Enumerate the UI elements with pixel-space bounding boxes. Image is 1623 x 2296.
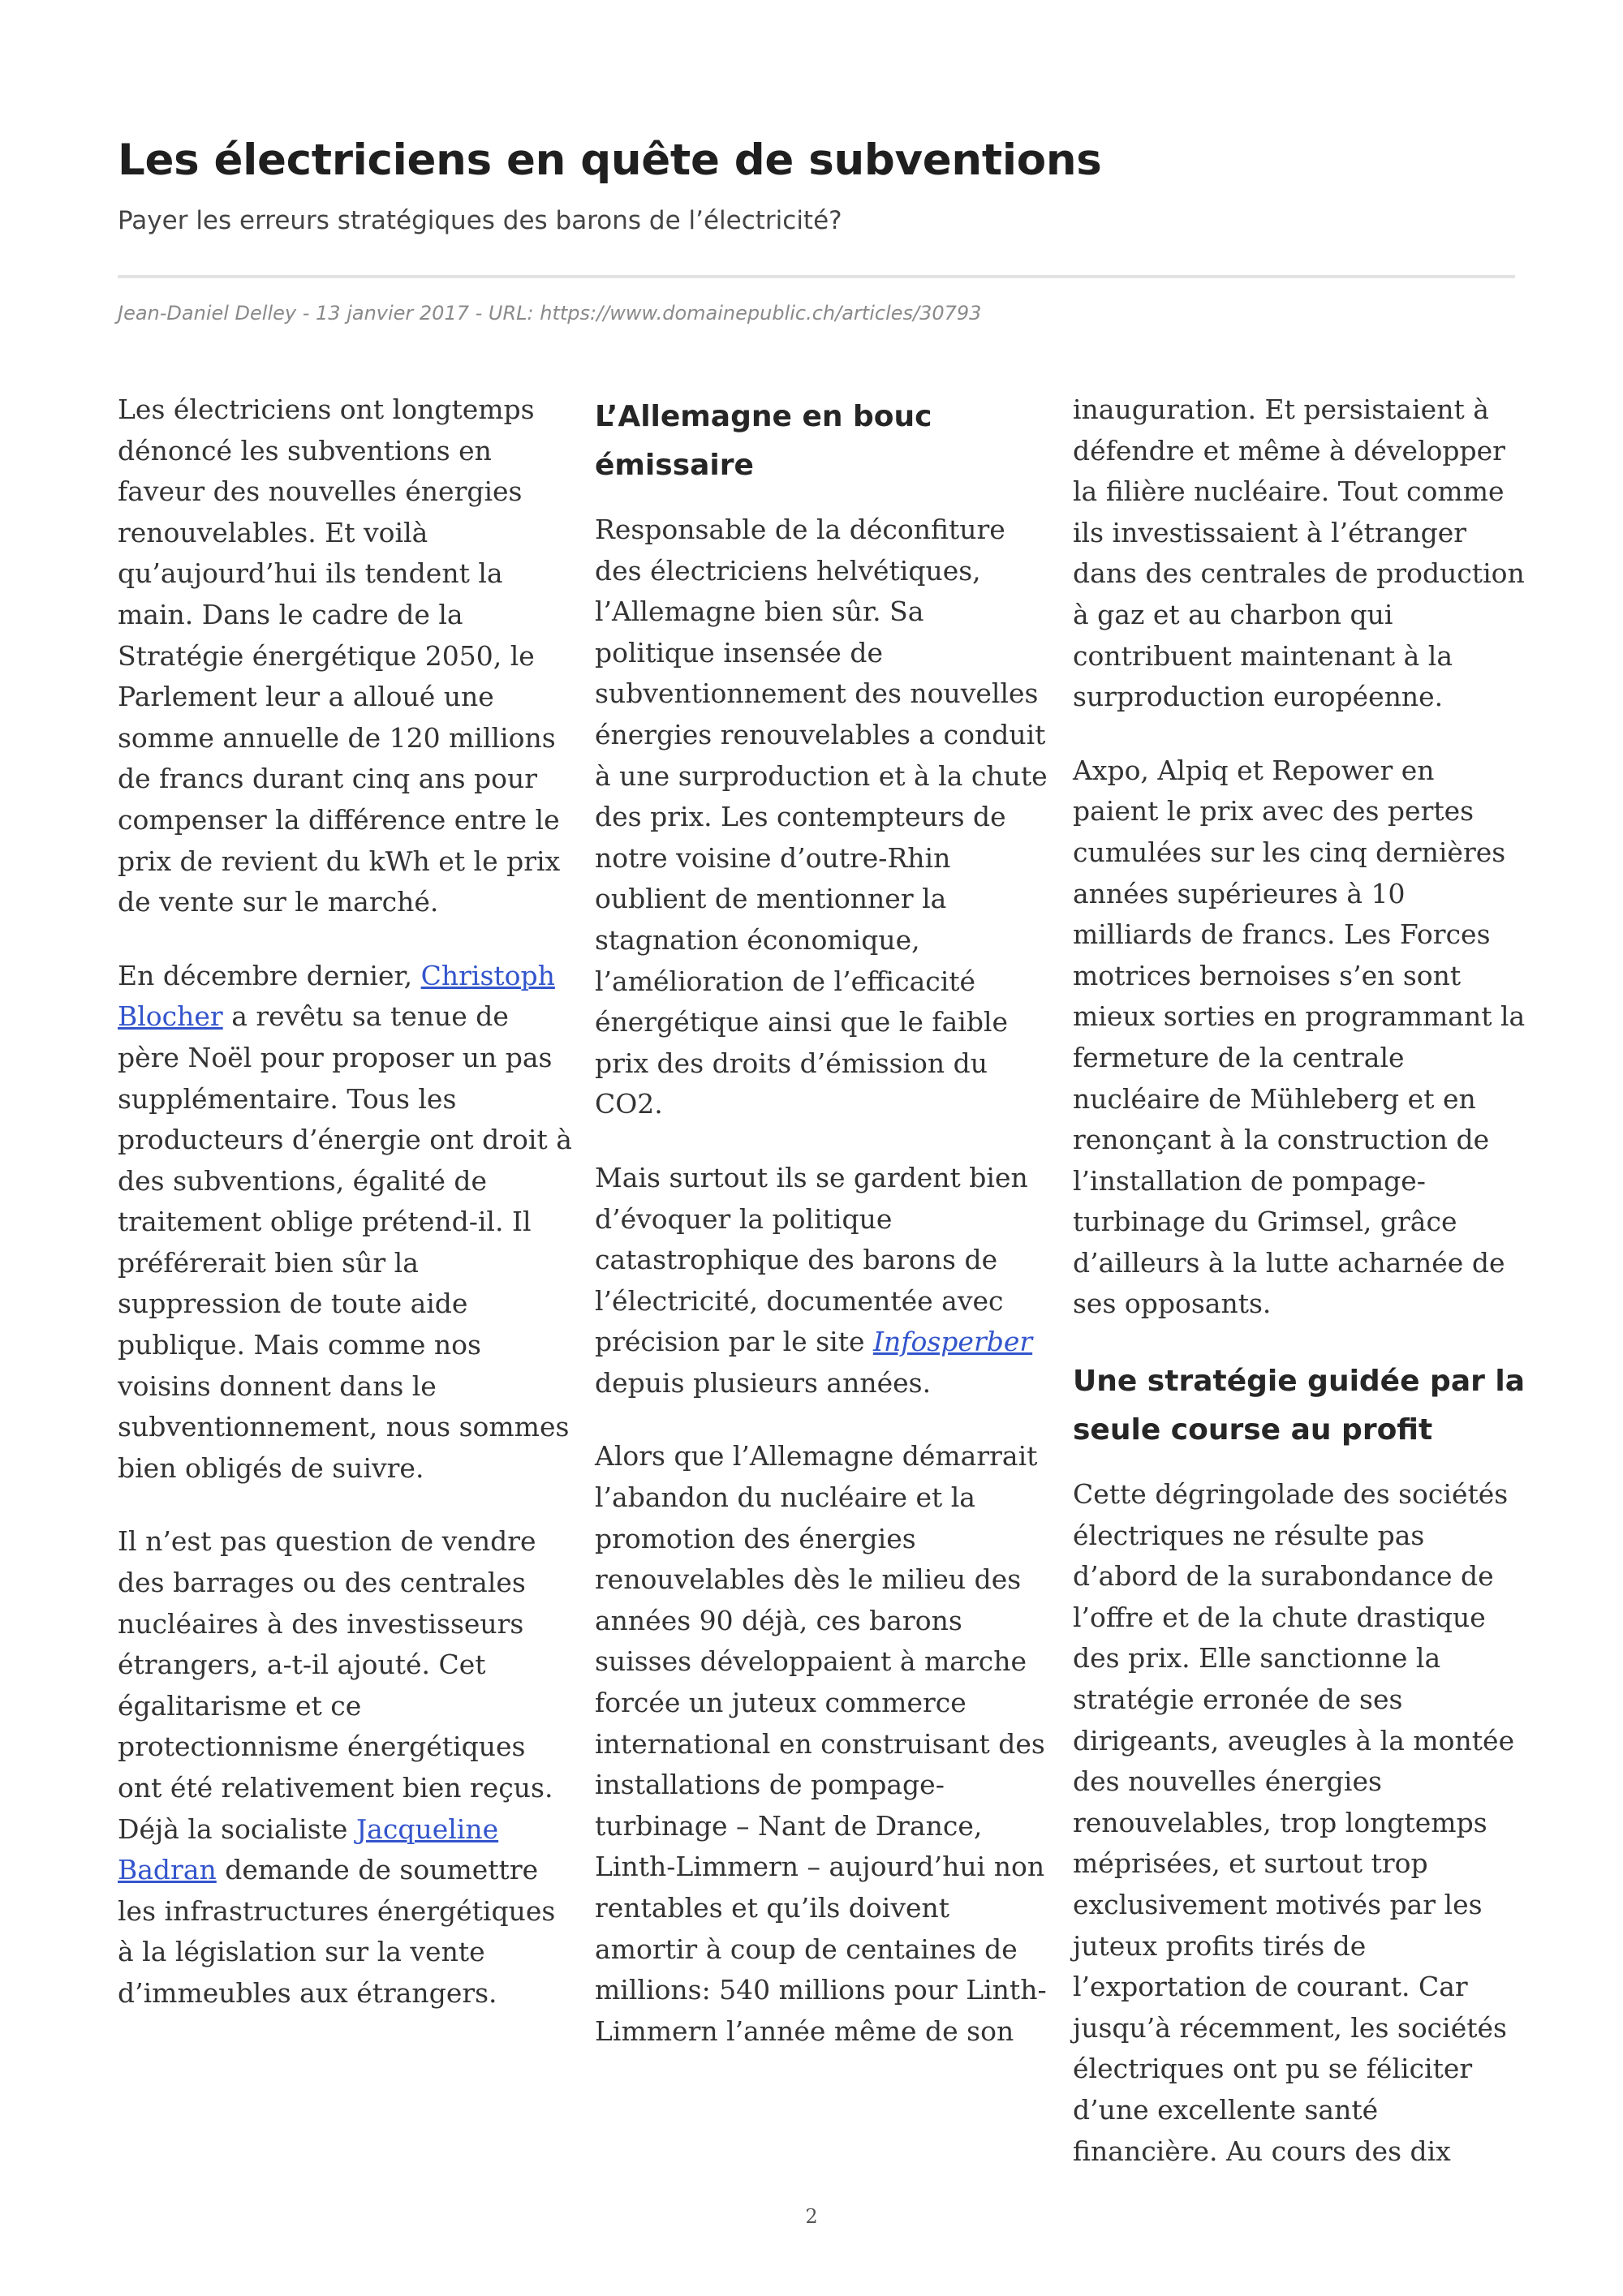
link-infosperber[interactable]: Infosperber [872, 1326, 1033, 1358]
column-3 [1073, 389, 1527, 2204]
column-1 [118, 389, 572, 2047]
paragraph: inauguration. Et persistaient à défendre et même à développer la filière nucléaire. Tout comme ils investissaient à l’étranger dans des centrales de production à gaz et au charbon qui contribuent maintenant à la surproduction européenne. [1073, 393, 1525, 713]
text-run: demande de soumettre les infrastructures énergétiques à la législation sur la vente d’immeubles aux étrangers. [118, 1854, 556, 2009]
paragraph [118, 1521, 572, 2014]
text-run: Il n’est pas question de vendre des barrages ou des centrales nucléaires à des investisseurs étrangers, a-t-il ajouté. Cet égalitarisme et ce protectionnisme énergétiques ont été relativement bien reçus. Déjà la socialiste [118, 1525, 553, 1845]
link-jacqueline-badran[interactable]: Jacqueline Badran [118, 1812, 499, 1886]
paragraph [595, 1158, 1049, 1404]
paragraph: Axpo, Alpiq et Repower en paient le prix avec des pertes cumulées sur les cinq dernières années supérieures à 10 milliards de francs. Les Forces motrices bernoises s’en sont mieux sorties en programmant la fermeture de la centrale nucléaire de Mühleberg et en renonçant à la construction de l’installation de pompage-turbinage du Grimsel, grâce d’ailleurs à la lutte acharnée de ses opposants. [1073, 754, 1526, 1320]
paragraph: Les électriciens ont longtemps dénoncé les subventions en faveur des nouvelles énergies renouvelables. Et voilà qu’aujourd’hui ils tendent la main. Dans le cadre de la Stratégie énergétique 2050, le Parlement leur a alloué une somme annuelle de 120 millions de francs durant cinq ans pour compenser la différence entre le prix de revient du kWh et le prix de vente sur le marché. [118, 393, 561, 918]
section-heading: L’Allemagne en bouc émissaire [595, 400, 932, 482]
link-christoph-blocher[interactable]: Christoph Blocher [118, 959, 555, 1033]
paragraph: Cette dégringolade des sociétés électriques ne résulte pas d’abord de la surabondance de l’offre et de la chute drastique des prix. Elle sanctionne la stratégie erronée de ses dirigeants, aveugles à la montée des nouvelles énergies renouvelables, trop longtemps méprisées, et surtout trop exclusivement motivés par les juteux profits tirés de l’exportation de courant. Car jusqu’à récemment, les sociétés électriques ont pu se féliciter d’une excellente santé financière. Au cours des dix [1073, 1478, 1515, 2167]
paragraph: Alors que l’Allemagne démarrait l’abandon du nucléaire et la promotion des énergies renouvelables dès le milieu des années 90 déjà, ces barons suisses développaient à marche forcée un juteux commerce international en construisant des installations de pompage-turbinage – Nant de Drance, Linth-Limmern – aujourd’hui non rentables et qu’ils doivent amortir à coup de centaines de millions: 540 millions pour Linth-Limmern l’année même de son [595, 1440, 1047, 2047]
paragraph: Responsable de la déconfiture des électriciens helvétiques, l’Allemagne bien sûr. Sa politique insensée de subventionnement des nouvelles énergies renouvelables a conduit à une surproduction et à la chute des prix. Les contempteurs de notre voisine d’outre-Rhin oublient de mentionner la stagnation économique, l’amélioration de l’efficacité énergétique ainsi que le faible prix des droits d’émission du CO2. [595, 514, 1048, 1120]
text-run: a revêtu sa tenue de père Noël pour proposer un pas supplémentaire. Tous les producteurs d’énergie ont droit à des subventions, égalité de traitement oblige prétend-il. Il préférerait bien sûr la suppression de toute aide publique. Mais comme nos voisins donnent dans le subventionnement, nous sommes bien obligés de suivre. [118, 1000, 572, 1484]
article-title: Les électriciens en quête de subventions [118, 135, 1102, 185]
section-heading: Une stratégie guidée par la seule course au profit [1073, 1365, 1526, 1447]
article-subtitle: Payer les erreurs stratégiques des barons de l’électricité? [118, 206, 842, 235]
header-divider [118, 275, 1515, 278]
text-run: Mais surtout ils se gardent bien d’évoquer la politique catastrophique des barons de l’électricité, documentée avec précision par le site [595, 1161, 1028, 1358]
text-run: En décembre dernier, [118, 959, 421, 991]
paragraph [118, 956, 572, 1490]
column-2 [595, 389, 1049, 2084]
article-meta: Jean-Daniel Delley - 13 janvier 2017 - URL: https://www.domainepublic.ch/articles/30793 [118, 302, 982, 325]
text-run: depuis plusieurs années. [595, 1366, 932, 1399]
page-number: 2 [805, 2205, 818, 2228]
